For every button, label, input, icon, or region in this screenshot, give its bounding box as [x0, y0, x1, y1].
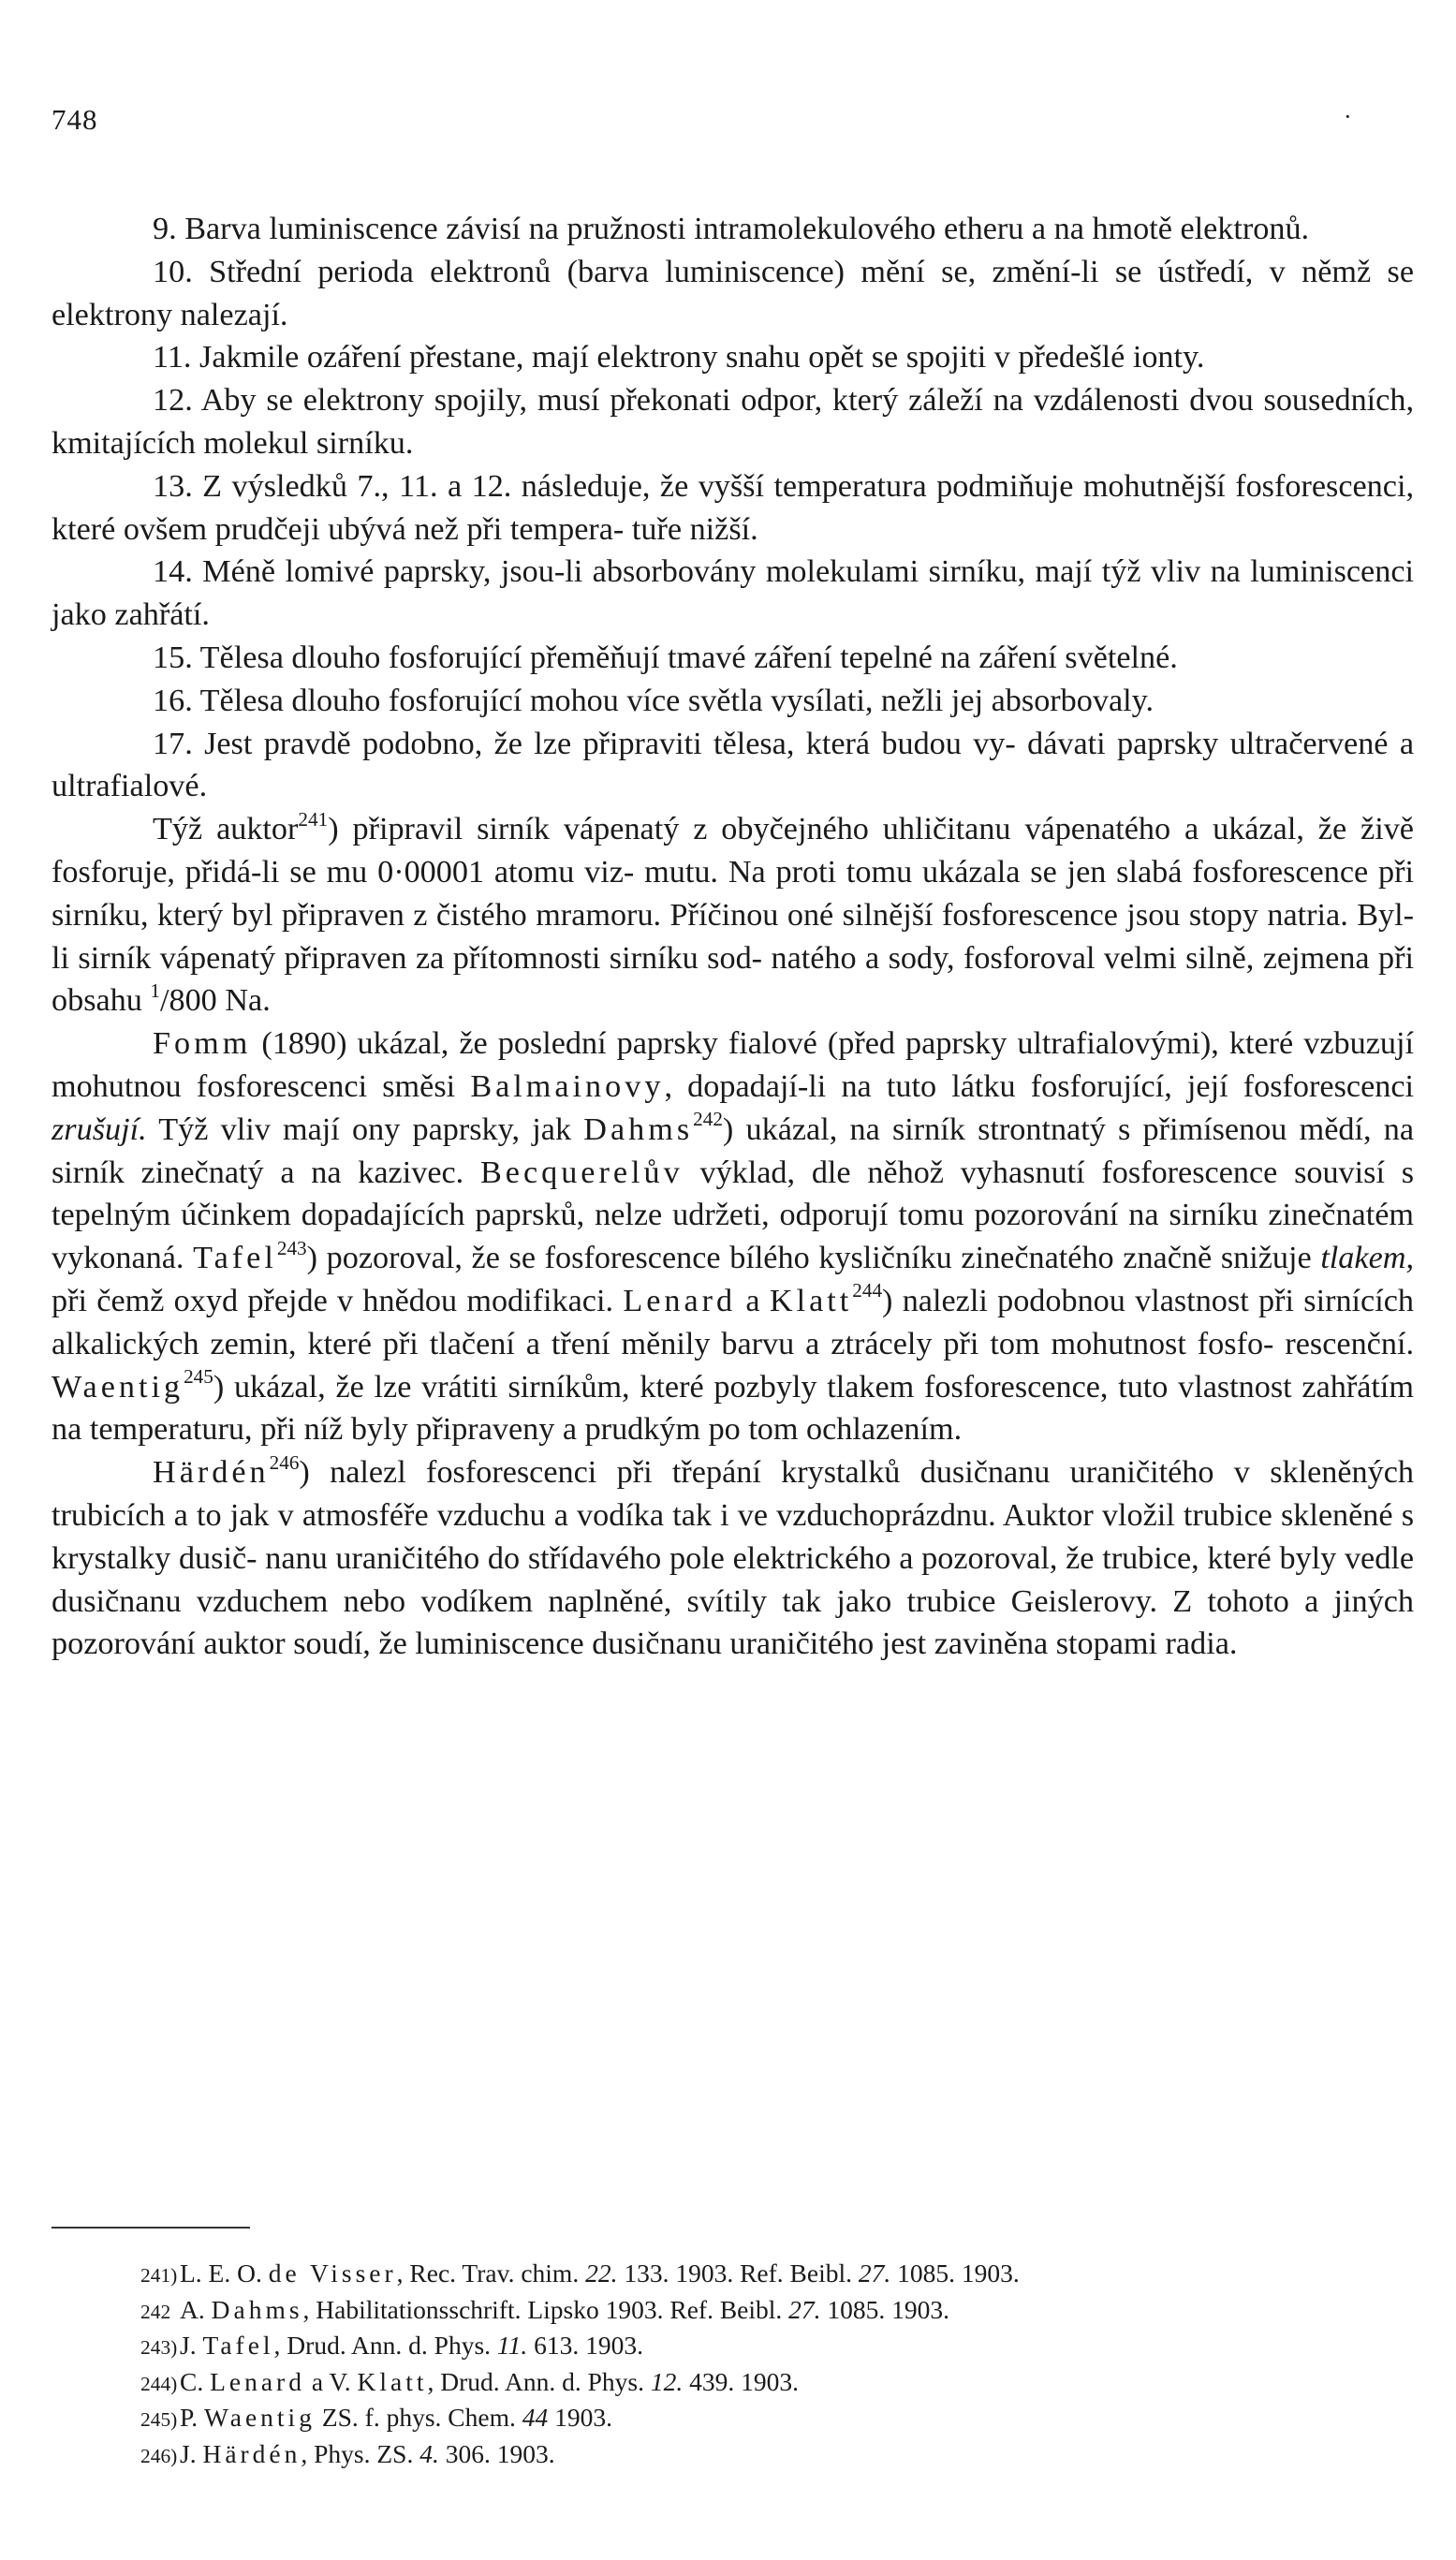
paragraph-p10 [51, 251, 1414, 337]
text-run: Klatt [357, 2366, 428, 2396]
footnote-number: 246) [140, 2444, 178, 2467]
text-run: L. E. O. [180, 2258, 269, 2288]
text-run: 1085. 1903. [820, 2294, 950, 2324]
footnote [140, 2437, 1414, 2474]
text-run: J. [180, 2438, 203, 2468]
text-run: ) připravil sirník vápenatý z obyčejného uhličitanu vápenatého a ukázal, že živě fosforuje, přidá-li se mu 0·00001 atomu viz- mutu. Na proti tomu ukázala se jen slabá fosforescence při sirníku, který byl připraven z čistého mramoru. Příčinou oné silnější fosforescence jsou stopy natria. Byl-li sirník vápenatý připraven za přítomnosti sirníku sod- natého a sody, fosforoval velmi silně, zejmena při obsahu [51, 812, 1414, 1019]
paragraph-p9 [51, 208, 1414, 251]
stray-mark: · [1344, 103, 1352, 130]
text-run: Lenard [623, 1283, 737, 1318]
text-run: ) pozoroval, že se fosforescence bílého kysličníku zinečnatého značně snižuje [306, 1241, 1321, 1276]
paragraph-p17 [51, 723, 1414, 809]
text-run: 133. 1903. Ref. Beibl. [617, 2258, 859, 2288]
text-run: Waentig [204, 2403, 316, 2432]
text-run: 27. [858, 2258, 891, 2288]
footnote-ref: 246 [269, 1450, 300, 1474]
text-run: Dahms [583, 1111, 694, 1147]
text-run: 14. Méně lomivé paprsky, jsou-li absorbovány molekulami sirníku, mají týž vliv na luminiscenci jako zahřátí. [51, 554, 1414, 633]
text-run: a V. [304, 2366, 358, 2396]
paragraph-p11 [51, 336, 1414, 379]
footnote-number: 244) [140, 2372, 178, 2395]
text-run: Balmainovy [470, 1068, 665, 1104]
text-run: Fomm [153, 1026, 252, 1062]
text-run: , Rec. Trav. chim. [396, 2258, 586, 2288]
text-run: de Visser [268, 2258, 397, 2288]
paragraph-p16 [51, 680, 1414, 723]
paragraph-p14 [51, 551, 1414, 637]
footnote-number: 243) [140, 2336, 178, 2359]
text-run: , Drud. Ann. d. Phys. [273, 2331, 497, 2360]
footnote-ref: 244 [852, 1279, 883, 1302]
text-run: 13. Z výsledků 7., 11. a 12. následuje, že vyšší temperatura podmiňuje mohutnější fosforescenci, které ovšem prudčeji ubývá než při tempera- tuře nižší. [51, 468, 1414, 547]
footnote [140, 2401, 1414, 2437]
text-run: 12. [650, 2366, 684, 2396]
paragraph-p15 [51, 637, 1414, 680]
text-run: 11. [496, 2331, 528, 2360]
text-run: zrušují. [51, 1111, 147, 1147]
text-run: při čemž oxyd přejde v hnědou modifikaci. [51, 1283, 624, 1318]
text-run: 10. Střední perioda elektronů (barva luminiscence) mění se, změní-li se ústředí, v němž se elektrony nalezají. [51, 254, 1414, 332]
text-run: Härdén [202, 2438, 301, 2468]
text-run: (1890) ukázal, že poslední paprsky fialové (před paprsky ultrafialovými), které vzbuzují mohutnou fosforescenci směsi [51, 1026, 1414, 1104]
text-run: ) ukázal, na sirník strontnatý s přimísenou mědí, na sirník zinečnatý a na kazivec. [51, 1111, 1414, 1190]
text-run: Lenard [210, 2366, 305, 2396]
text-run: 9. Barva luminiscence závisí na pružnosti intramolekulového etheru a na hmotě elektronů. [153, 212, 1310, 246]
text-run: ZS. f. phys. Chem. [315, 2403, 522, 2432]
footnote-ref: 1 [150, 978, 160, 1002]
text-run: výklad, dle něhož vyhasnutí fosforescence souvisí s tepelným účinkem dopadajících paprsků, nelze udržeti, odporují tomu pozorování na sirníku zinečnatém vykonaná. [51, 1155, 1415, 1276]
text-run: /800 Na. [160, 983, 271, 1019]
paragraph-p-harden [51, 1451, 1414, 1666]
text-run: Becquerelův [479, 1155, 684, 1190]
footnote-number: 245) [140, 2408, 178, 2431]
text-run: , Drud. Ann. d. Phys. [427, 2366, 651, 2396]
footnote-number: 242 [140, 2300, 171, 2323]
text-run: Härdén [153, 1455, 270, 1491]
text-run: , Phys. ZS. [301, 2438, 420, 2468]
text-run: ) ukázal, že lze vrátiti sirníkům, které pozbyly tlakem fosforescence, tuto vlastnost zahřátím na temperaturu, při níž byly připraveny a prudkým po tom ochlazením. [51, 1369, 1414, 1448]
footnotes [140, 2257, 1414, 2473]
text-run: Dahms [211, 2294, 303, 2324]
text-run: C. [180, 2366, 211, 2396]
page-number: 748 [51, 103, 98, 136]
text-run: Tafel [202, 2331, 274, 2360]
text-run: Waentig [51, 1369, 184, 1405]
footnote-ref: 242 [693, 1108, 723, 1131]
text-run: 16. Tělesa dlouho fosforující mohou více světla vysílati, nežli jej absorbovaly. [153, 683, 1155, 718]
body-text [51, 208, 1414, 1666]
text-run: 11. Jakmile ozáření přestane, mají elektrony snahu opět se spojiti v předešlé ionty. [153, 340, 1205, 375]
text-run: 306. 1903. [438, 2438, 555, 2468]
footnote [140, 2257, 1414, 2293]
footnote-number: 241) [140, 2264, 178, 2287]
text-run: 44 [522, 2403, 549, 2432]
text-run: 15. Tělesa dlouho fosforující přeměňují tmavé záření tepelné na záření světelné. [153, 640, 1178, 675]
text-run: tlakem, [1320, 1241, 1414, 1276]
footnote-divider [51, 2227, 250, 2229]
text-run: ) nalezl fosforescenci při třepání krystalků dusičnanu uraničitého v skleněných trubicích a to jak v atmosféře vzduchu a vodíka tak i ve vzduchoprázdnu. Auktor vložil trubice skleněné s krystalky dusič- nanu uraničitého do střídavého pole elektrického a pozoroval, že trubice, které byly vedle dusičnanu vzduchem nebo vodíkem naplněné, svítily tak jako trubice Geislerovy. Z tohoto a jiných pozorování auktor soudí, že luminiscence dusičnanu uraničitého jest zaviněna stopami radia. [51, 1455, 1414, 1662]
text-run: Týž vliv mají ony paprsky, jak [146, 1111, 584, 1147]
text-run: , dopadají-li na tuto látku fosforující, její fosforescenci [664, 1068, 1415, 1104]
text-run: 1903. [548, 2403, 612, 2432]
text-run: Tafel [193, 1241, 277, 1276]
text-run: Klatt [769, 1283, 853, 1318]
text-run: P. [180, 2403, 204, 2432]
text-run: 22. [585, 2258, 618, 2288]
footnote-ref: 243 [276, 1236, 307, 1259]
paragraph-p12 [51, 379, 1414, 465]
text-run: 12. Aby se elektrony spojily, musí překonati odpor, který záleží na vzdálenosti dvou sousedních, kmitajících molekul sirníku. [51, 383, 1414, 461]
footnote [140, 2329, 1414, 2365]
footnote-ref: 245 [184, 1365, 213, 1389]
footnote [140, 2293, 1414, 2330]
text-run: ) nalezli podobnou vlastnost při sirnících alkalických zemin, které při tlačení a tření měnily barvu a ztrácely při tom mohutnost fosfo- rescenční. [51, 1283, 1414, 1361]
footnote [140, 2365, 1414, 2402]
text-run: 1085. 1903. [890, 2258, 1020, 2288]
footnote-ref: 241 [298, 807, 329, 831]
text-run: 613. 1903. [527, 2331, 643, 2360]
text-run: 4. [419, 2438, 439, 2468]
text-run: Týž auktor [153, 812, 299, 847]
paragraph-p-fomm [51, 1023, 1414, 1451]
text-run: J. [180, 2331, 203, 2360]
paragraph-p13 [51, 465, 1414, 552]
text-run: A. [180, 2294, 212, 2324]
text-run: 17. Jest pravdě podobno, že lze připraviti tělesa, která budou vy- dávati paprsky ultračervené a ultrafialové. [51, 726, 1414, 804]
paragraph-p-tyz [51, 808, 1414, 1023]
text-run: 439. 1903. [683, 2366, 799, 2396]
text-run: 27. [788, 2294, 821, 2324]
text-run: , Habilitationsschrift. Lipsko 1903. Ref. Beibl. [302, 2294, 789, 2324]
text-run: a [736, 1283, 770, 1318]
